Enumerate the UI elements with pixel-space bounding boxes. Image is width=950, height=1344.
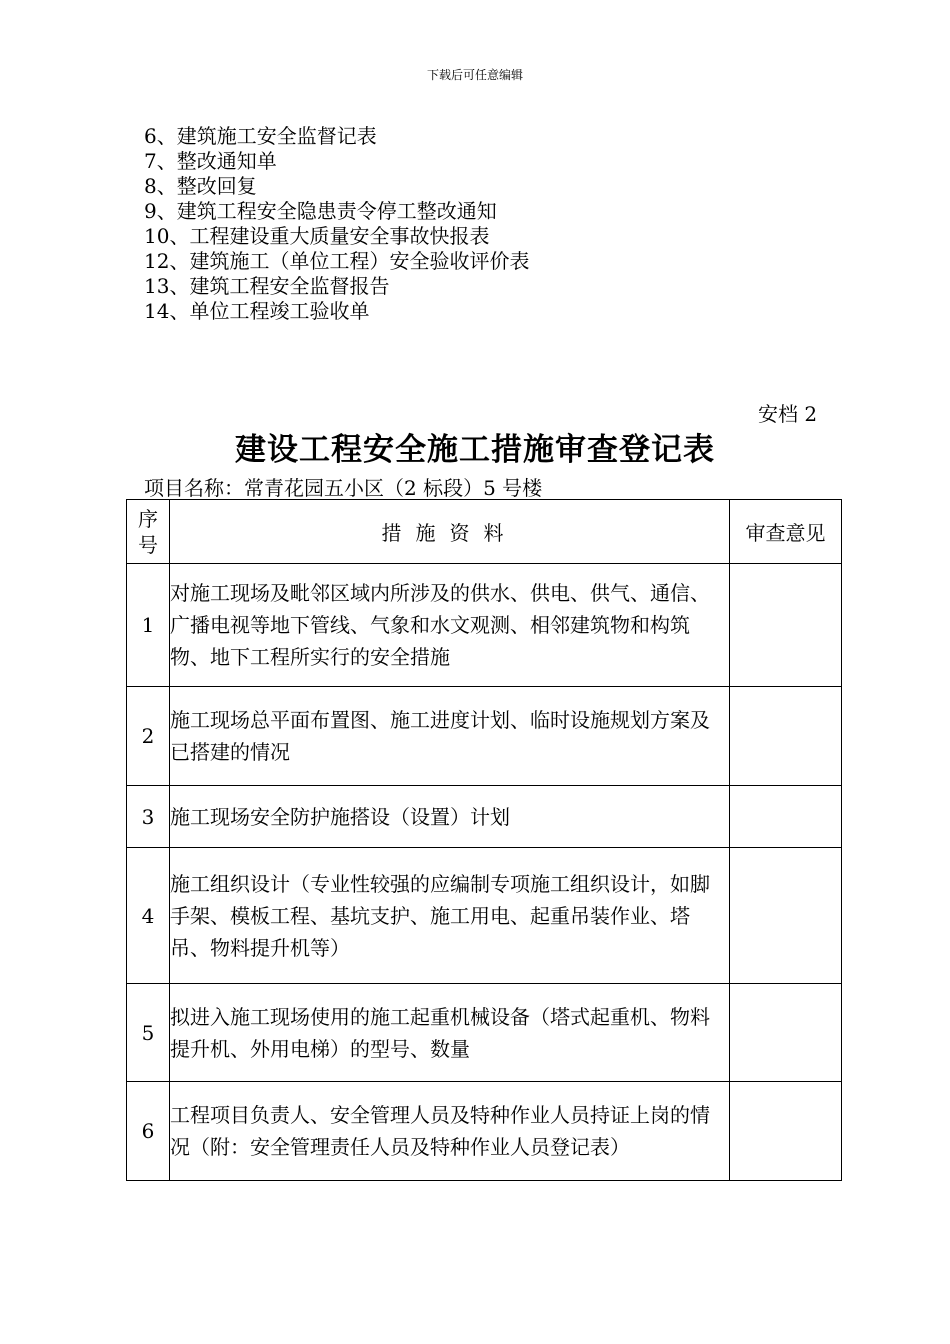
table-row xyxy=(127,564,842,687)
row-opinion-cell[interactable] xyxy=(730,984,842,1082)
row-number: 5 xyxy=(127,984,170,1082)
row-opinion-cell[interactable] xyxy=(730,848,842,984)
list-item: 8、整改回复 xyxy=(144,174,257,198)
row-material-text: 对施工现场及毗邻区域内所涉及的供水、供电、供气、通信、广播电视等地下管线、气象和水文观测、相邻建筑物和构筑物、地下工程所实行的安全措施 xyxy=(170,564,730,687)
row-number: 4 xyxy=(127,848,170,984)
table-row xyxy=(127,984,842,1082)
row-material-text: 工程项目负责人、安全管理人员及特种作业人员持证上岗的情况（附：安全管理责任人员及特种作业人员登记表） xyxy=(170,1082,730,1181)
row-number: 2 xyxy=(127,687,170,786)
row-material-text: 施工现场总平面布置图、施工进度计划、临时设施规划方案及已搭建的情况 xyxy=(170,687,730,786)
document-code: 安档 2 xyxy=(758,402,818,426)
column-header-seq-line2: 号 xyxy=(138,532,158,557)
list-item: 14、单位工程竣工验收单 xyxy=(144,299,370,323)
row-number: 3 xyxy=(127,786,170,848)
table-header-row xyxy=(127,500,842,564)
row-opinion-cell[interactable] xyxy=(730,687,842,786)
registration-table xyxy=(126,499,842,1181)
row-material-text: 施工组织设计（专业性较强的应编制专项施工组织设计，如脚手架、模板工程、基坑支护、施工用电、起重吊装作业、塔吊、物料提升机等） xyxy=(170,848,730,984)
list-item: 10、工程建设重大质量安全事故快报表 xyxy=(144,224,490,248)
table-row xyxy=(127,687,842,786)
row-number: 6 xyxy=(127,1082,170,1181)
row-opinion-cell[interactable] xyxy=(730,1082,842,1181)
table-row xyxy=(127,848,842,984)
row-number: 1 xyxy=(127,564,170,687)
project-name-line: 项目名称：常青花园五小区（2 标段）5 号楼 xyxy=(144,476,543,500)
row-material-text: 施工现场安全防护施搭设（设置）计划 xyxy=(170,786,730,848)
page-title: 建设工程安全施工措施审查登记表 xyxy=(235,432,715,468)
row-opinion-cell[interactable] xyxy=(730,786,842,848)
column-header-materials: 措施资料 xyxy=(170,500,730,564)
form-list xyxy=(144,124,529,324)
list-item: 6、建筑施工安全监督记表 xyxy=(144,124,377,148)
list-item: 7、整改通知单 xyxy=(144,149,277,173)
list-item: 12、建筑施工（单位工程）安全验收评价表 xyxy=(144,249,530,273)
list-item: 13、建筑工程安全监督报告 xyxy=(144,274,390,298)
row-opinion-cell[interactable] xyxy=(730,564,842,687)
table-row xyxy=(127,1082,842,1181)
page-header-note: 下载后可任意编辑 xyxy=(426,68,523,82)
column-header-seq xyxy=(127,500,170,564)
row-material-text: 拟进入施工现场使用的施工起重机械设备（塔式起重机、物料提升机、外用电梯）的型号、数量 xyxy=(170,984,730,1082)
table-row xyxy=(127,786,842,848)
column-header-opinion: 审查意见 xyxy=(730,500,842,564)
column-header-seq-line1: 序 xyxy=(138,506,158,531)
list-item: 9、建筑工程安全隐患责令停工整改通知 xyxy=(144,199,497,223)
